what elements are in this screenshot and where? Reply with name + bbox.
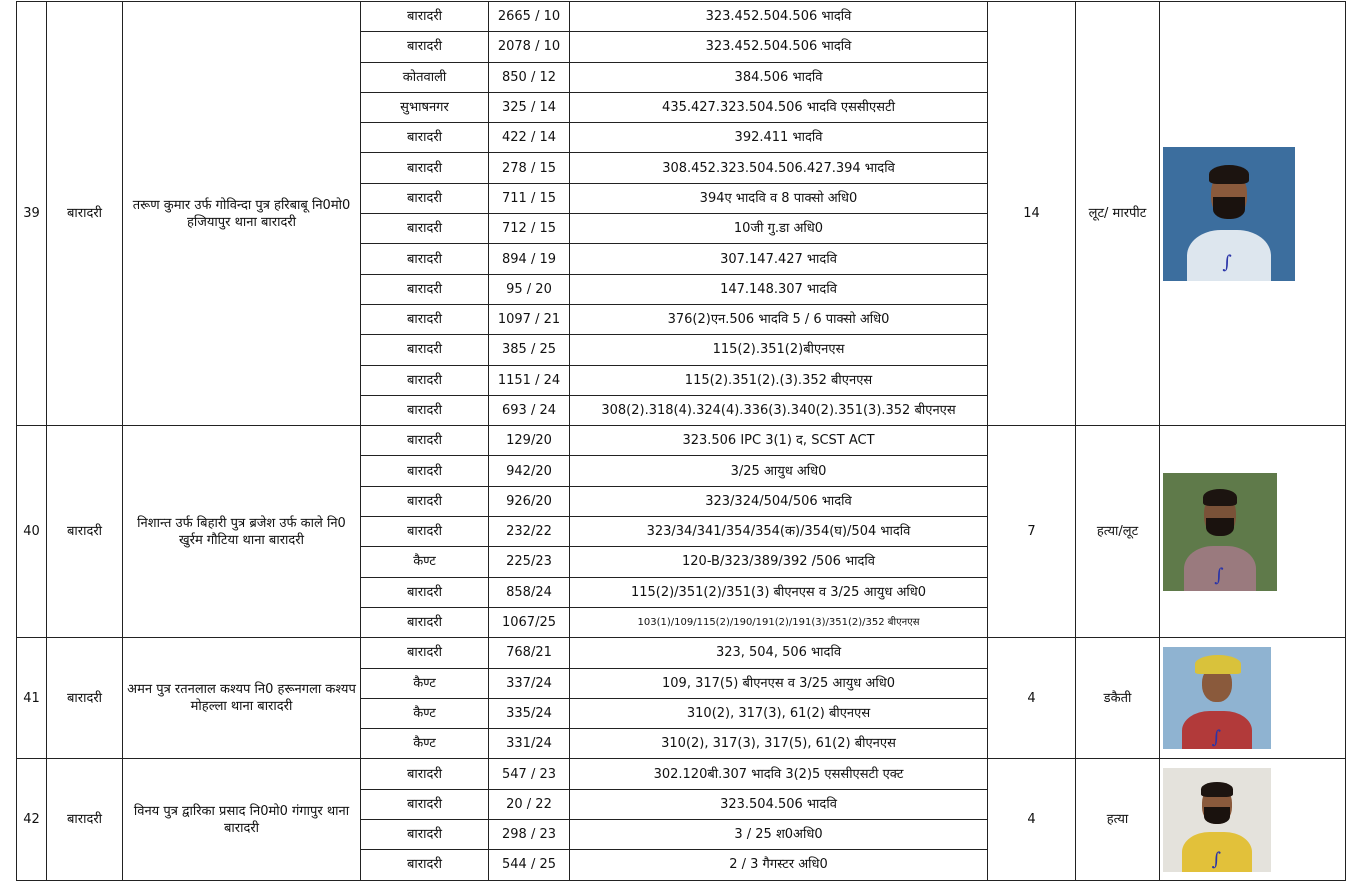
accused-name: तरूण कुमार उर्फ गोविन्दा पुत्र हरिबाबू नि0मो0 हजियापुर थाना बारादरी <box>123 2 361 426</box>
section-cell: 115(2).351(2).(3).352 बीएनएस <box>570 365 988 395</box>
section-cell: 308(2).318(4).324(4).336(3).340(2).351(3).352 बीएनएस <box>570 395 988 425</box>
crime-number-cell: 1097 / 21 <box>489 304 570 334</box>
crime-number-cell: 768/21 <box>489 638 570 668</box>
police-station-cell: बारादरी <box>361 638 489 668</box>
crime-number-cell: 129/20 <box>489 426 570 456</box>
section-cell: 310(2), 317(3), 61(2) बीएनएस <box>570 698 988 728</box>
thana-cell: बारादरी <box>47 426 123 638</box>
table-row <box>17 638 1346 668</box>
serial-number: 40 <box>17 426 47 638</box>
section-cell: 323.452.504.506 भादवि <box>570 32 988 62</box>
police-station-cell: बारादरी <box>361 850 489 880</box>
accused-name: अमन पुत्र रतनलाल कश्यप नि0 हरूनगला कश्यप मोहल्ला थाना बारादरी <box>123 638 361 759</box>
police-station-cell: बारादरी <box>361 2 489 32</box>
police-station-cell: कैण्ट <box>361 668 489 698</box>
crime-type: हत्या/लूट <box>1076 426 1160 638</box>
police-station-cell: बारादरी <box>361 820 489 850</box>
photo-cell <box>1160 426 1346 638</box>
photo-cell <box>1160 2 1346 426</box>
crime-number-cell: 20 / 22 <box>489 789 570 819</box>
crime-number-cell: 385 / 25 <box>489 335 570 365</box>
police-station-cell: कैण्ट <box>361 547 489 577</box>
section-cell: 115(2).351(2)बीएनएस <box>570 335 988 365</box>
section-cell: 392.411 भादवि <box>570 123 988 153</box>
case-count: 7 <box>988 426 1076 638</box>
crime-number-cell: 298 / 23 <box>489 820 570 850</box>
police-station-cell: बारादरी <box>361 517 489 547</box>
section-cell: 323, 504, 506 भादवि <box>570 638 988 668</box>
crime-number-cell: 926/20 <box>489 486 570 516</box>
section-cell: 3 / 25 श0अधि0 <box>570 820 988 850</box>
crime-number-cell: 95 / 20 <box>489 274 570 304</box>
crime-number-cell: 1151 / 24 <box>489 365 570 395</box>
section-cell: 109, 317(5) बीएनएस व 3/25 आयुध अधि0 <box>570 668 988 698</box>
crime-number-cell: 850 / 12 <box>489 62 570 92</box>
criminal-records-table <box>16 1 1346 881</box>
serial-number: 41 <box>17 638 47 759</box>
section-cell: 323/324/504/506 भादवि <box>570 486 988 516</box>
section-cell: 3/25 आयुध अधि0 <box>570 456 988 486</box>
photo-cell <box>1160 638 1346 759</box>
accused-photo: ∫ <box>1163 147 1295 281</box>
crime-type: हत्या <box>1076 759 1160 880</box>
police-station-cell: बारादरी <box>361 335 489 365</box>
section-cell: 302.120बी.307 भादवि 3(2)5 एससीएसटी एक्ट <box>570 759 988 789</box>
serial-number: 39 <box>17 2 47 426</box>
section-cell: 103(1)/109/115(2)/190/191(2)/191(3)/351(2)/352 बीएनएस <box>570 607 988 637</box>
accused-photo: ∫ <box>1163 768 1271 872</box>
crime-number-cell: 2665 / 10 <box>489 2 570 32</box>
crime-number-cell: 711 / 15 <box>489 183 570 213</box>
thana-cell: बारादरी <box>47 2 123 426</box>
crime-number-cell: 547 / 23 <box>489 759 570 789</box>
crime-number-cell: 894 / 19 <box>489 244 570 274</box>
section-cell: 10जी गु.डा अधि0 <box>570 214 988 244</box>
section-cell: 376(2)एन.506 भादवि 5 / 6 पाक्सो अधि0 <box>570 304 988 334</box>
section-cell: 308.452.323.504.506.427.394 भादवि <box>570 153 988 183</box>
police-station-cell: बारादरी <box>361 214 489 244</box>
police-station-cell: बारादरी <box>361 456 489 486</box>
case-count: 14 <box>988 2 1076 426</box>
section-cell: 147.148.307 भादवि <box>570 274 988 304</box>
section-cell: 120-B/323/389/392 /506 भादवि <box>570 547 988 577</box>
police-station-cell: कैण्ट <box>361 698 489 728</box>
table-row <box>17 759 1346 789</box>
police-station-cell: बारादरी <box>361 183 489 213</box>
table-row <box>17 2 1346 32</box>
section-cell: 323.504.506 भादवि <box>570 789 988 819</box>
crime-number-cell: 712 / 15 <box>489 214 570 244</box>
case-count: 4 <box>988 638 1076 759</box>
crime-number-cell: 858/24 <box>489 577 570 607</box>
police-station-cell: बारादरी <box>361 274 489 304</box>
police-station-cell: सुभाषनगर <box>361 92 489 122</box>
police-station-cell: बारादरी <box>361 395 489 425</box>
police-station-cell: बारादरी <box>361 607 489 637</box>
police-station-cell: बारादरी <box>361 789 489 819</box>
crime-number-cell: 942/20 <box>489 456 570 486</box>
police-station-cell: बारादरी <box>361 32 489 62</box>
section-cell: 2 / 3 गैगस्टर अधि0 <box>570 850 988 880</box>
section-cell: 394ए भादवि व 8 पाक्सो अधि0 <box>570 183 988 213</box>
accused-name: निशान्त उर्फ बिहारी पुत्र ब्रजेश उर्फ काले नि0 खुर्रम गौटिया थाना बारादरी <box>123 426 361 638</box>
crime-number-cell: 331/24 <box>489 729 570 759</box>
thana-cell: बारादरी <box>47 638 123 759</box>
accused-photo: ∫ <box>1163 647 1271 749</box>
crime-type: डकैती <box>1076 638 1160 759</box>
crime-number-cell: 337/24 <box>489 668 570 698</box>
police-station-cell: कैण्ट <box>361 729 489 759</box>
police-station-cell: बारादरी <box>361 426 489 456</box>
section-cell: 310(2), 317(3), 317(5), 61(2) बीएनएस <box>570 729 988 759</box>
serial-number: 42 <box>17 759 47 880</box>
crime-number-cell: 544 / 25 <box>489 850 570 880</box>
crime-number-cell: 2078 / 10 <box>489 32 570 62</box>
accused-name: विनय पुत्र द्वारिका प्रसाद नि0मो0 गंगापुर थाना बारादरी <box>123 759 361 880</box>
thana-cell: बारादरी <box>47 759 123 880</box>
accused-photo: ∫ <box>1163 473 1277 591</box>
crime-number-cell: 278 / 15 <box>489 153 570 183</box>
police-station-cell: बारादरी <box>361 486 489 516</box>
police-station-cell: बारादरी <box>361 365 489 395</box>
police-station-cell: बारादरी <box>361 244 489 274</box>
police-station-cell: बारादरी <box>361 123 489 153</box>
section-cell: 435.427.323.504.506 भादवि एससीएसटी <box>570 92 988 122</box>
police-station-cell: बारादरी <box>361 153 489 183</box>
crime-number-cell: 1067/25 <box>489 607 570 637</box>
section-cell: 323/34/341/354/354(क)/354(घ)/504 भादवि <box>570 517 988 547</box>
section-cell: 384.506 भादवि <box>570 62 988 92</box>
police-station-cell: कोतवाली <box>361 62 489 92</box>
section-cell: 323.506 IPC 3(1) द, SCST ACT <box>570 426 988 456</box>
case-count: 4 <box>988 759 1076 880</box>
police-station-cell: बारादरी <box>361 577 489 607</box>
crime-number-cell: 693 / 24 <box>489 395 570 425</box>
crime-number-cell: 325 / 14 <box>489 92 570 122</box>
crime-number-cell: 232/22 <box>489 517 570 547</box>
crime-number-cell: 422 / 14 <box>489 123 570 153</box>
photo-cell <box>1160 759 1346 880</box>
section-cell: 307.147.427 भादवि <box>570 244 988 274</box>
section-cell: 115(2)/351(2)/351(3) बीएनएस व 3/25 आयुध अधि0 <box>570 577 988 607</box>
crime-number-cell: 335/24 <box>489 698 570 728</box>
police-station-cell: बारादरी <box>361 304 489 334</box>
table-row <box>17 426 1346 456</box>
police-station-cell: बारादरी <box>361 759 489 789</box>
crime-type: लूट/ मारपीट <box>1076 2 1160 426</box>
crime-number-cell: 225/23 <box>489 547 570 577</box>
section-cell: 323.452.504.506 भादवि <box>570 2 988 32</box>
